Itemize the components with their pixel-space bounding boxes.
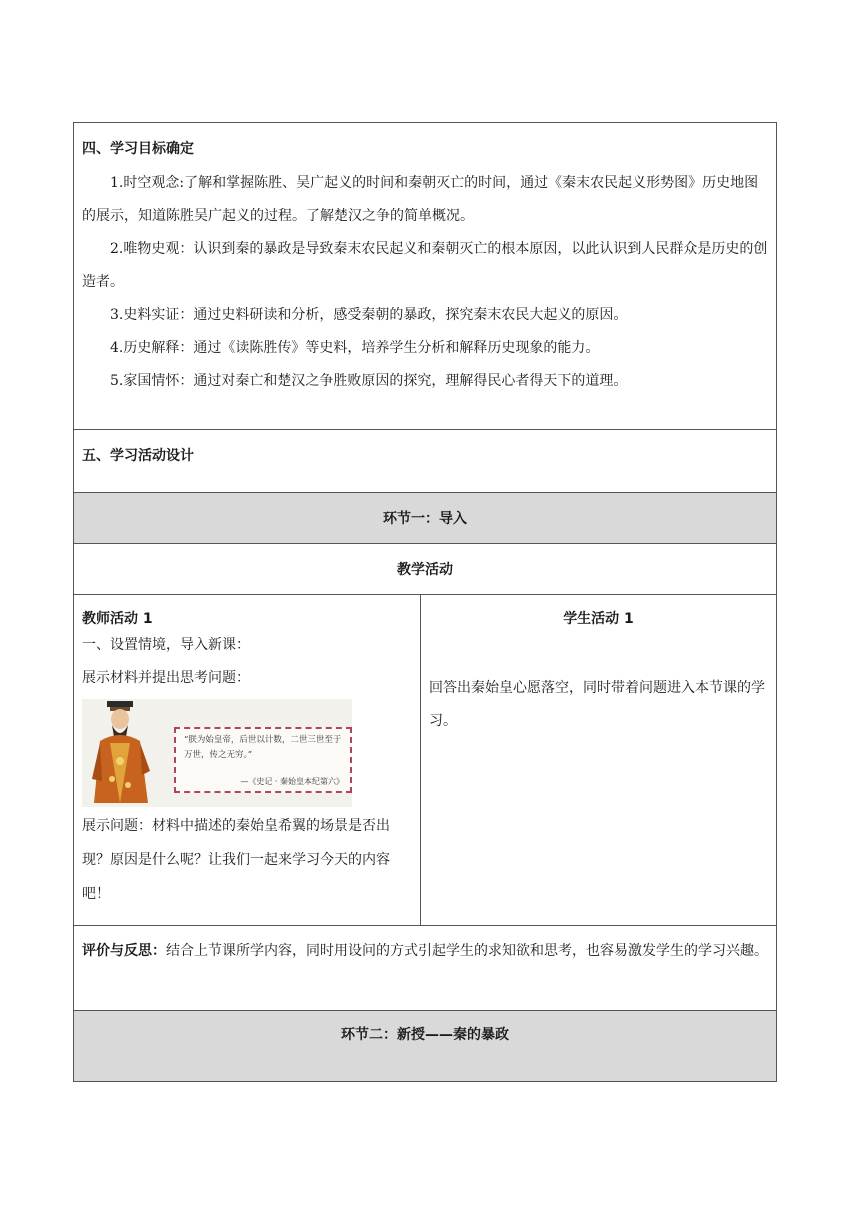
stage2-title-cell [74,1011,777,1082]
emperor-figure-image [90,701,152,805]
qin-shihuang-illustration [82,699,352,807]
lesson-plan-table [73,122,776,1082]
activity-design-heading: 五、学习活动设计 [82,448,194,464]
student-activity-text: 回答出秦始皇心愿落空，同时带着问题进入本节课的学习。 [429,680,765,729]
student-activity-title: 学生活动 1 [563,611,634,627]
activities-header: 教学活动 [74,544,777,595]
objective-item: 3.史料实证：通过史料研读和分析，感受秦朝的暴政，探究秦末农民大起义的原因。 [110,307,628,323]
student-activity-cell [421,595,777,926]
teacher-question: 展示问题：材料中描述的秦始皇希翼的场景是否出现？原因是什么呢？让我们一起来学习今天的内容吧！ [82,818,390,902]
learning-objectives-section [74,123,777,430]
objective-item: 5.家国情怀：通过对秦亡和楚汉之争胜败原因的探究，理解得民心者得天下的道理。 [110,373,628,389]
quote-box [174,727,352,793]
teacher-activity-title: 教师活动 1 [82,611,153,627]
emperor-quote: “朕为始皇帝，后世以计数，二世三世至于万世，传之无穷。” [184,735,342,760]
learning-objectives-heading: 四、学习目标确定 [82,141,194,157]
objective-item: 4.历史解释：通过《读陈胜传》等史料，培养学生分析和解释历史现象的能力。 [110,340,600,356]
stage2-title: 环节二：新授——秦的暴政 [341,1027,509,1043]
teacher-line-2: 展示材料并提出思考问题： [82,670,250,686]
stage1-title: 环节一：导入 [74,493,777,544]
quote-source: —《史记 · 秦始皇本纪第六》 [240,777,344,786]
teacher-line-1: 一、设置情境，导入新课： [82,637,250,653]
activity-design-section [74,430,777,493]
reflection-cell [74,926,777,1011]
objective-item: 1.时空观念:了解和掌握陈胜、吴广起义的时间和秦朝灭亡的时间，通过《秦末农民起义形势图》历史地图的展示，知道陈胜吴广起义的过程。了解楚汉之争的简单概况。 [82,175,759,224]
reflection-text: 结合上节课所学内容，同时用设问的方式引起学生的求知欲和思考，也容易激发学生的学习兴趣。 [166,943,768,959]
objective-item: 2.唯物史观：认识到秦的暴政是导致秦末农民起义和秦朝灭亡的根本原因，以此认识到人民群众是历史的创造者。 [82,241,768,290]
teacher-activity-cell [74,595,421,926]
reflection-label: 评价与反思： [82,943,166,959]
